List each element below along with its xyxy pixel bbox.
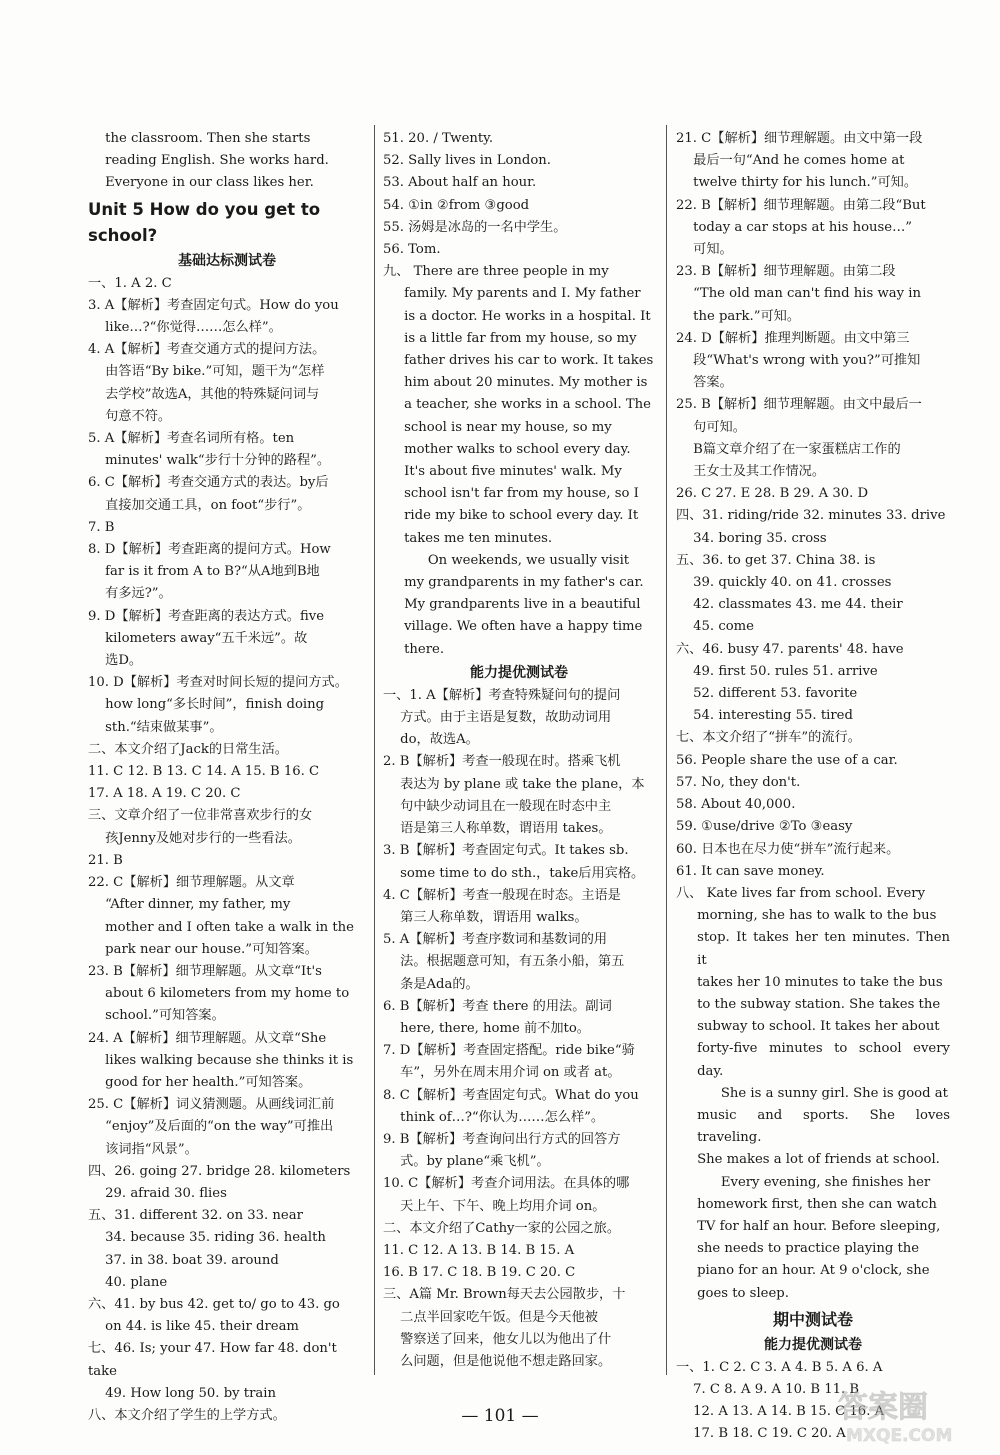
text-line: 七、46. Is; your 47. How far 48. don't take (88, 1341, 337, 1379)
text-line: 7. D【解析】考查固定搭配。ride bike“骑 (383, 1043, 635, 1059)
text-line: 9. B【解析】考查询问出行方式的回答方 (383, 1131, 621, 1147)
text-line: homework first, then she can watch (697, 1196, 937, 1212)
text-line: 六、46. busy 47. parents' 48. have (676, 641, 904, 657)
text-line: 52. Sally lives in London. (383, 153, 551, 169)
text-line: 10. C【解析】考查介词用法。在具体的哪 (383, 1176, 630, 1192)
text-line: 句可知。 (693, 419, 746, 435)
watermark-url: MXQE.COM (846, 1426, 953, 1446)
text-line: 五、31. different 32. on 33. near (88, 1208, 303, 1224)
text-line: 39. quickly 40. on 41. crosses (693, 575, 892, 591)
text-line: 式。by plane“乘飞机”。 (400, 1154, 550, 1170)
text-line: 42. classmates 43. me 44. their (693, 597, 903, 613)
text-line: 警察送了回来，他女儿以为他出了什 (400, 1331, 612, 1347)
text-line: 直接加交通工具，on foot“步行”。 (105, 497, 311, 513)
text-line: 9. D【解析】考查距离的表达方式。five (88, 608, 325, 624)
text-line: 5. A【解析】考查序数词和基数词的用 (383, 932, 608, 948)
page-number: — 101 — (461, 1406, 539, 1426)
text-line: takes her 10 minutes to take the bus (697, 974, 943, 990)
text-line: forty-five minutes to school every day. (697, 1041, 950, 1079)
text-line: subway to school. It takes her about (697, 1019, 940, 1035)
text-line: some time to do sth.，take后用宾格。 (400, 865, 645, 881)
text-line: my grandparents in my father's car. (404, 575, 644, 591)
text-line: how long“多长时间”，finish doing (105, 697, 325, 713)
text-line: 7. B (88, 519, 115, 535)
text-line: 5. A【解析】考查名词所有格。ten (88, 431, 295, 447)
text-line: do，故选A。 (400, 732, 479, 748)
text-line: 24. D【解析】推理判断题。由文中第三 (676, 330, 910, 346)
text-line: 天上午、下午、晚上均用介词 on。 (400, 1198, 606, 1214)
text-line: 56. Tom. (383, 242, 441, 258)
text-line: 58. About 40,000. (676, 797, 796, 813)
text-line: 该词指“风景”。 (105, 1141, 198, 1157)
text-line: school is near my house, so my (404, 419, 612, 435)
text-line: 8. D【解析】考查距离的提问方式。How (88, 542, 331, 558)
text-line: the classroom. Then she starts (105, 131, 311, 146)
text-line: 四、31. riding/ride 32. minutes 33. drive (676, 508, 946, 524)
text-line: about 6 kilometers from my home to (105, 986, 350, 1002)
text-line: 49. first 50. rules 51. arrive (693, 663, 878, 679)
text-line: village. We often have a happy time (404, 619, 643, 635)
text-line: him about 20 minutes. My mother is (404, 375, 648, 391)
text-line: goes to sleep. (697, 1285, 789, 1301)
text-line: 25. C【解析】词义猜测题。从画线词汇前 (88, 1097, 335, 1113)
section-title: 能力提优测试卷 (470, 664, 568, 681)
text-line: reading English. She works hard. (105, 153, 329, 169)
text-line: 三、文章介绍了一位非常喜欢步行的女 (88, 808, 313, 824)
text-line: good for her health.”可知答案。 (105, 1074, 312, 1090)
text-line: 表达为 by plane 或 take the plane，本 (400, 776, 645, 792)
text-line: 7. C 8. A 9. A 10. B 11. B (693, 1381, 860, 1397)
text-line: 由答语“By bike.”可知，题干为“怎样 (105, 364, 325, 380)
text-line: is a little far from my house, so my (404, 330, 637, 346)
text-line: 16. B 17. C 18. B 19. C 20. C (383, 1265, 576, 1281)
text-line: 21. B (88, 852, 123, 868)
text-line: 3. B【解析】考查固定句式。It takes sb. (383, 843, 629, 859)
text-line: park near our house.”可知答案。 (105, 941, 318, 957)
text-line: 26. C 27. E 28. B 29. A 30. D (676, 486, 869, 502)
text-line: 11. C 12. B 13. C 14. A 15. B 16. C (88, 764, 320, 780)
text-line: 一、1. C 2. C 3. A 4. B 5. A 6. A (676, 1359, 883, 1375)
section-title: 期中测试卷 (772, 1309, 853, 1329)
text-line: 4. C【解析】考查一般现在时态。主语是 (383, 887, 621, 903)
text-line: 49. How long 50. by train (105, 1385, 276, 1401)
text-line: 条是Ada的。 (400, 976, 479, 992)
text-line: far is it from A to B?“从A地到B地 (105, 564, 320, 580)
text-line: likes walking because she thinks it is (105, 1052, 354, 1068)
text-line: 六、41. by bus 42. get to/ go to 43. go (88, 1296, 340, 1312)
text-line: mother walks to school every day. (404, 441, 631, 457)
text-line: kilometers away“五千米远”。故 (105, 630, 308, 646)
text-line: 23. B【解析】细节理解题。从文章“It's (88, 963, 322, 979)
text-line: 51. 20. / Twenty. (383, 131, 494, 146)
text-line: 37. in 38. boat 39. around (105, 1252, 279, 1268)
unit-title: Unit 5 How do you get to school? (88, 199, 321, 245)
watermark-logo (834, 1383, 982, 1447)
text-line: minutes' walk“步行十分钟的路程”。 (105, 453, 331, 469)
text-line: think of…?“你认为……怎么样”。 (400, 1109, 605, 1125)
text-line: 王女士及其工作情况。 (693, 464, 826, 480)
text-line: 八、本文介绍了学生的上学方式。 (88, 1407, 286, 1423)
text-line: 七、本文介绍了“拼车”的流行。 (676, 730, 861, 746)
column-divider (666, 125, 667, 1375)
text-line: she needs to practice playing the (697, 1241, 920, 1257)
text-line: on 44. is like 45. their dream (105, 1319, 299, 1335)
watermark-graphic (834, 1383, 982, 1447)
text-line: “After dinner, my father, my (105, 897, 291, 913)
text-line: She is a sunny girl. She is good at (720, 1085, 948, 1101)
text-line: ride my bike to school every day. It (404, 508, 639, 524)
text-line: Every evening, she finishes her (720, 1174, 931, 1190)
text-line: 52. different 53. favorite (693, 686, 858, 702)
text-line: 九、 There are three people in my (383, 264, 609, 280)
text-line: school.”可知答案。 (105, 1008, 225, 1024)
text-line: stop. It takes her ten minutes. Then it (697, 930, 950, 968)
answer-column-middle (383, 128, 655, 1373)
text-line: 12. A 13. A 14. B 15. C 16. A (693, 1404, 885, 1420)
text-line: 6. C【解析】考查交通方式的表达。by后 (88, 475, 329, 491)
text-line: to the subway station. She takes the (697, 996, 941, 1012)
text-line: 去学校”故选A，其他的特殊疑问词与 (105, 386, 320, 402)
text-line: 22. C【解析】细节理解题。从文章 (88, 875, 295, 891)
text-line: a teacher, she works in a school. The (404, 397, 651, 413)
text-line: 孩Jenny及她对步行的一些看法。 (105, 830, 301, 846)
text-line: 二、本文介绍了Cathy一家的公园之旅。 (383, 1220, 621, 1236)
text-line: piano for an hour. At 9 o'clock, she (697, 1263, 930, 1279)
text-line: 25. B【解析】细节理解题。由文中最后一 (676, 397, 922, 413)
text-line: 段“What's wrong with you?”可推知 (693, 353, 921, 369)
text-line: “The old man can't find his way in (693, 286, 921, 302)
text-line: 22. B【解析】细节理解题。由第二段“But (676, 197, 926, 213)
text-line: Everyone in our class likes her. (105, 175, 314, 191)
text-line: 45. come (693, 619, 754, 635)
text-line: 一、1. A 2. C (88, 275, 172, 291)
text-line: 56. People share the use of a car. (676, 752, 898, 768)
text-line: 一、1. A【解析】考查特殊疑问句的提问 (383, 687, 621, 703)
text-line: My grandparents live in a beautiful (404, 597, 641, 613)
text-line: 八、 Kate lives far from school. Every (676, 885, 926, 901)
answer-column-right (676, 128, 953, 1446)
text-line: 句中缺少动词且在一般现在时态中主 (400, 798, 612, 814)
text-line: 8. C【解析】考查固定句式。What do you (383, 1087, 639, 1103)
text-line: 40. plane (105, 1274, 168, 1290)
text-line: 四、26. going 27. bridge 28. kilometers (88, 1163, 351, 1179)
text-line: 59. ①use/drive ②To ③easy (676, 819, 853, 835)
text-line: 选D。 (105, 653, 143, 669)
text-line: B篇文章介绍了在一家蛋糕店工作的 (693, 441, 901, 457)
text-line: twelve thirty for his lunch.”可知。 (693, 175, 918, 191)
text-line: She makes a lot of friends at school. (697, 1152, 940, 1168)
text-line: 可知。 (693, 242, 733, 258)
text-line: 最后一句“And he comes home at (693, 153, 905, 169)
text-line: morning, she has to walk to the bus (697, 908, 937, 924)
text-line: 答案。 (693, 375, 733, 391)
text-line: It's about five minutes' walk. My (404, 464, 622, 480)
text-line: 方式。由于主语是复数，故助动词用 (400, 710, 612, 726)
text-line: 有多远?”。 (105, 586, 172, 602)
text-line: 17. A 18. A 19. C 20. C (88, 786, 241, 802)
text-line: 3. A【解析】考查固定句式。How do you (88, 297, 339, 313)
text-line: 五、36. to get 37. China 38. is (676, 552, 876, 568)
text-line: 第三人称单数，谓语用 walks。 (400, 909, 588, 925)
text-line: today a car stops at his house…” (693, 219, 912, 235)
text-line: father drives his car to work. It takes (404, 353, 654, 369)
section-title: 基础达标测试卷 (178, 252, 276, 269)
text-line: On weekends, we usually visit (427, 552, 630, 568)
text-line: like…?“你觉得……怎么样”。 (105, 320, 282, 336)
text-line: 29. afraid 30. flies (105, 1185, 227, 1201)
text-line: 53. About half an hour. (383, 175, 537, 191)
text-line: the park.”可知。 (693, 308, 801, 324)
answer-column-left (88, 128, 366, 1427)
text-line: there. (404, 641, 445, 657)
text-line: 57. No, they don't. (676, 774, 801, 790)
column-divider (374, 125, 375, 1375)
text-line: 55. 汤姆是冰岛的一名中学生。 (383, 219, 567, 235)
text-line: 54. interesting 55. tired (693, 708, 853, 724)
text-line: “enjoy”及后面的“on the way”可推出 (105, 1119, 334, 1135)
text-line: 2. B【解析】考查一般现在时。搭乘飞机 (383, 754, 621, 770)
text-line: 法。根据题意可知，有五条小船，第五 (400, 954, 625, 970)
text-line: 60. 日本也在尽力使“拼车”流行起来。 (676, 841, 900, 857)
text-line: 23. B【解析】细节理解题。由第二段 (676, 264, 896, 280)
text-line: 车”，另外在周末用介词 on 或者 at。 (400, 1065, 621, 1081)
text-line: school isn't far from my house, so I (404, 486, 639, 502)
text-line: TV for half an hour. Before sleeping, (697, 1218, 941, 1234)
text-line: 么问题，但是他说他不想走路回家。 (400, 1353, 612, 1369)
text-line: 6. B【解析】考查 there 的用法。副词 (383, 998, 612, 1014)
text-line: 句意不符。 (105, 408, 172, 424)
text-line: 34. boring 35. cross (693, 530, 827, 546)
text-line: 三、A篇 Mr. Brown每天去公园散步，十 (383, 1287, 626, 1303)
text-line: is a doctor. He works in a hospital. It (404, 308, 651, 324)
text-line: 21. C【解析】细节理解题。由文中第一段 (676, 131, 923, 146)
text-line: 语是第三人称单数，谓语用 takes。 (400, 821, 612, 837)
section-subtitle: 能力提优测试卷 (764, 1336, 862, 1353)
text-line: 二、本文介绍了Jack的日常生活。 (88, 741, 288, 757)
text-line: 54. ①in ②from ③good (383, 197, 530, 213)
text-line: 二点半回家吃午饭。但是今天他被 (400, 1309, 598, 1325)
text-line: here, there, home 前不加to。 (400, 1020, 590, 1036)
text-line: 4. A【解析】考查交通方式的提问方法。 (88, 342, 326, 358)
text-line: takes me ten minutes. (404, 530, 553, 546)
text-line: 17. B 18. C 19. C 20. A (693, 1426, 846, 1442)
text-line: mother and I often take a walk in the (105, 919, 354, 935)
text-line: 11. C 12. A 13. B 14. B 15. A (383, 1242, 575, 1258)
text-line: music and sports. She loves traveling. (697, 1107, 950, 1146)
text-line: 10. D【解析】考查对时间长短的提问方式。 (88, 675, 348, 691)
text-line: family. My parents and I. My father (404, 286, 641, 302)
text-line: 24. A【解析】细节理解题。从文章“She (88, 1030, 327, 1046)
text-line: sth.“结束做某事”。 (105, 719, 223, 735)
text-line: 34. because 35. riding 36. health (105, 1230, 326, 1246)
text-line: 61. It can save money. (676, 863, 825, 879)
watermark-text: 答案圈 (838, 1390, 928, 1425)
